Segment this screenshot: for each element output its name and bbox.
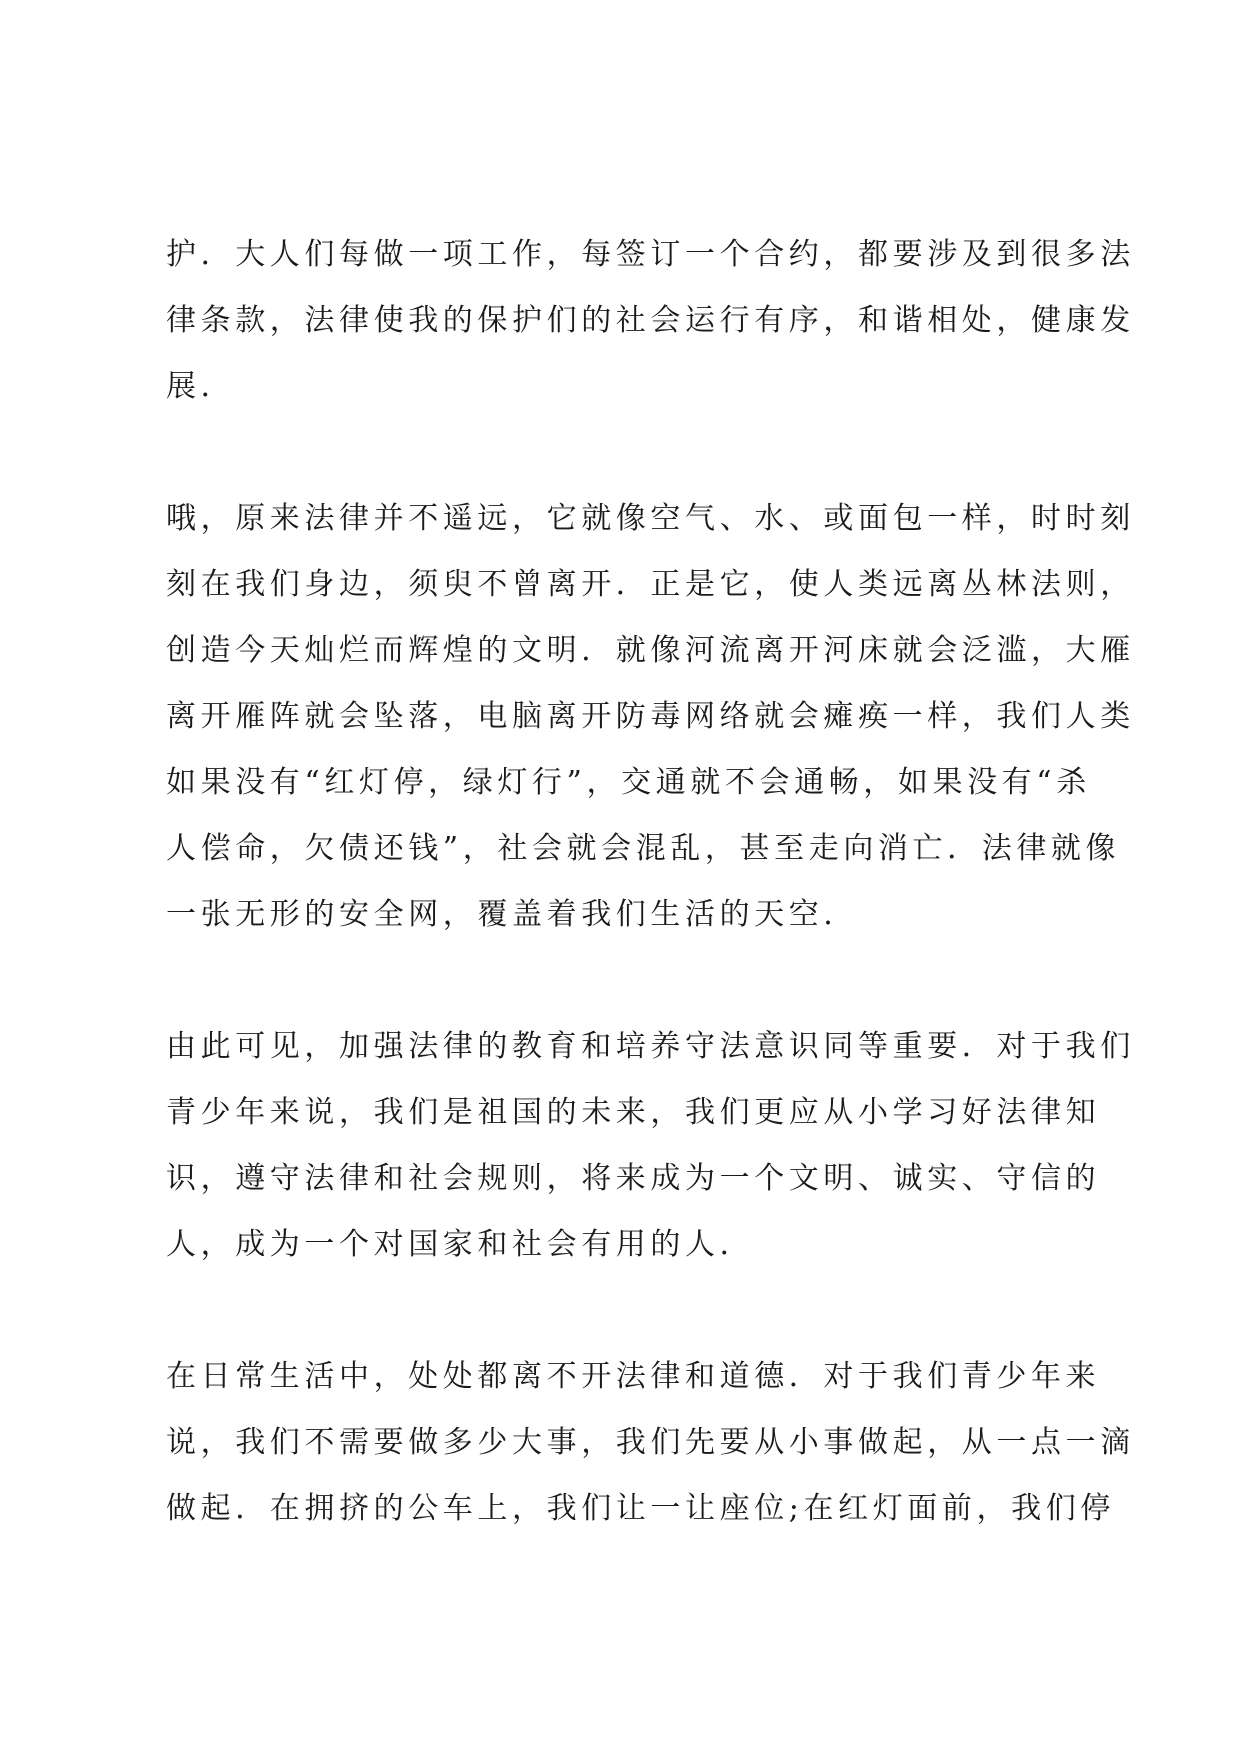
text-line: 如果没有“红灯停，绿灯行”，交通就不会通畅，如果没有“杀 bbox=[166, 765, 1091, 800]
text-line: 离开雁阵就会坠落，电脑离开防毒网络就会瘫痪一样，我们人类 bbox=[166, 699, 1135, 734]
text-line: 律条款，法律使我的保护们的社会运行有序，和谐相处，健康发 bbox=[166, 303, 1135, 338]
text-line: 在日常生活中，处处都离不开法律和道德．对于我们青少年来 bbox=[166, 1359, 1101, 1394]
text-line: 刻在我们身边，须臾不曾离开．正是它，使人类远离丛林法则， bbox=[166, 567, 1135, 602]
paragraph-4 bbox=[166, 1344, 1135, 1542]
text-line: 一张无形的安全网，覆盖着我们生活的天空． bbox=[166, 897, 858, 932]
text-line: 展． bbox=[166, 369, 236, 404]
text-line: 做起．在拥挤的公车上，我们让一让座位;在红灯面前，我们停 bbox=[166, 1491, 1115, 1526]
text-line: 说，我们不需要做多少大事，我们先要从小事做起，从一点一滴 bbox=[166, 1425, 1135, 1460]
text-line: 人，成为一个对国家和社会有用的人． bbox=[166, 1227, 755, 1262]
text-line: 哦，原来法律并不遥远，它就像空气、水、或面包一样，时时刻 bbox=[166, 501, 1135, 536]
paragraph-3 bbox=[166, 1014, 1135, 1278]
text-line: 识，遵守法律和社会规则，将来成为一个文明、诚实、守信的 bbox=[166, 1161, 1101, 1196]
paragraph-2 bbox=[166, 486, 1135, 948]
document-body bbox=[166, 222, 1135, 1608]
text-line: 护．大人们每做一项工作，每签订一个合约，都要涉及到很多法 bbox=[166, 237, 1135, 272]
text-line: 创造今天灿烂而辉煌的文明．就像河流离开河床就会泛滥，大雁 bbox=[166, 633, 1135, 668]
text-line: 青少年来说，我们是祖国的未来，我们更应从小学习好法律知 bbox=[166, 1095, 1101, 1130]
text-line: 人偿命，欠债还钱”，社会就会混乱，甚至走向消亡．法律就像 bbox=[166, 831, 1121, 866]
text-line: 由此可见，加强法律的教育和培养守法意识同等重要．对于我们 bbox=[166, 1029, 1135, 1064]
paragraph-1 bbox=[166, 222, 1135, 420]
